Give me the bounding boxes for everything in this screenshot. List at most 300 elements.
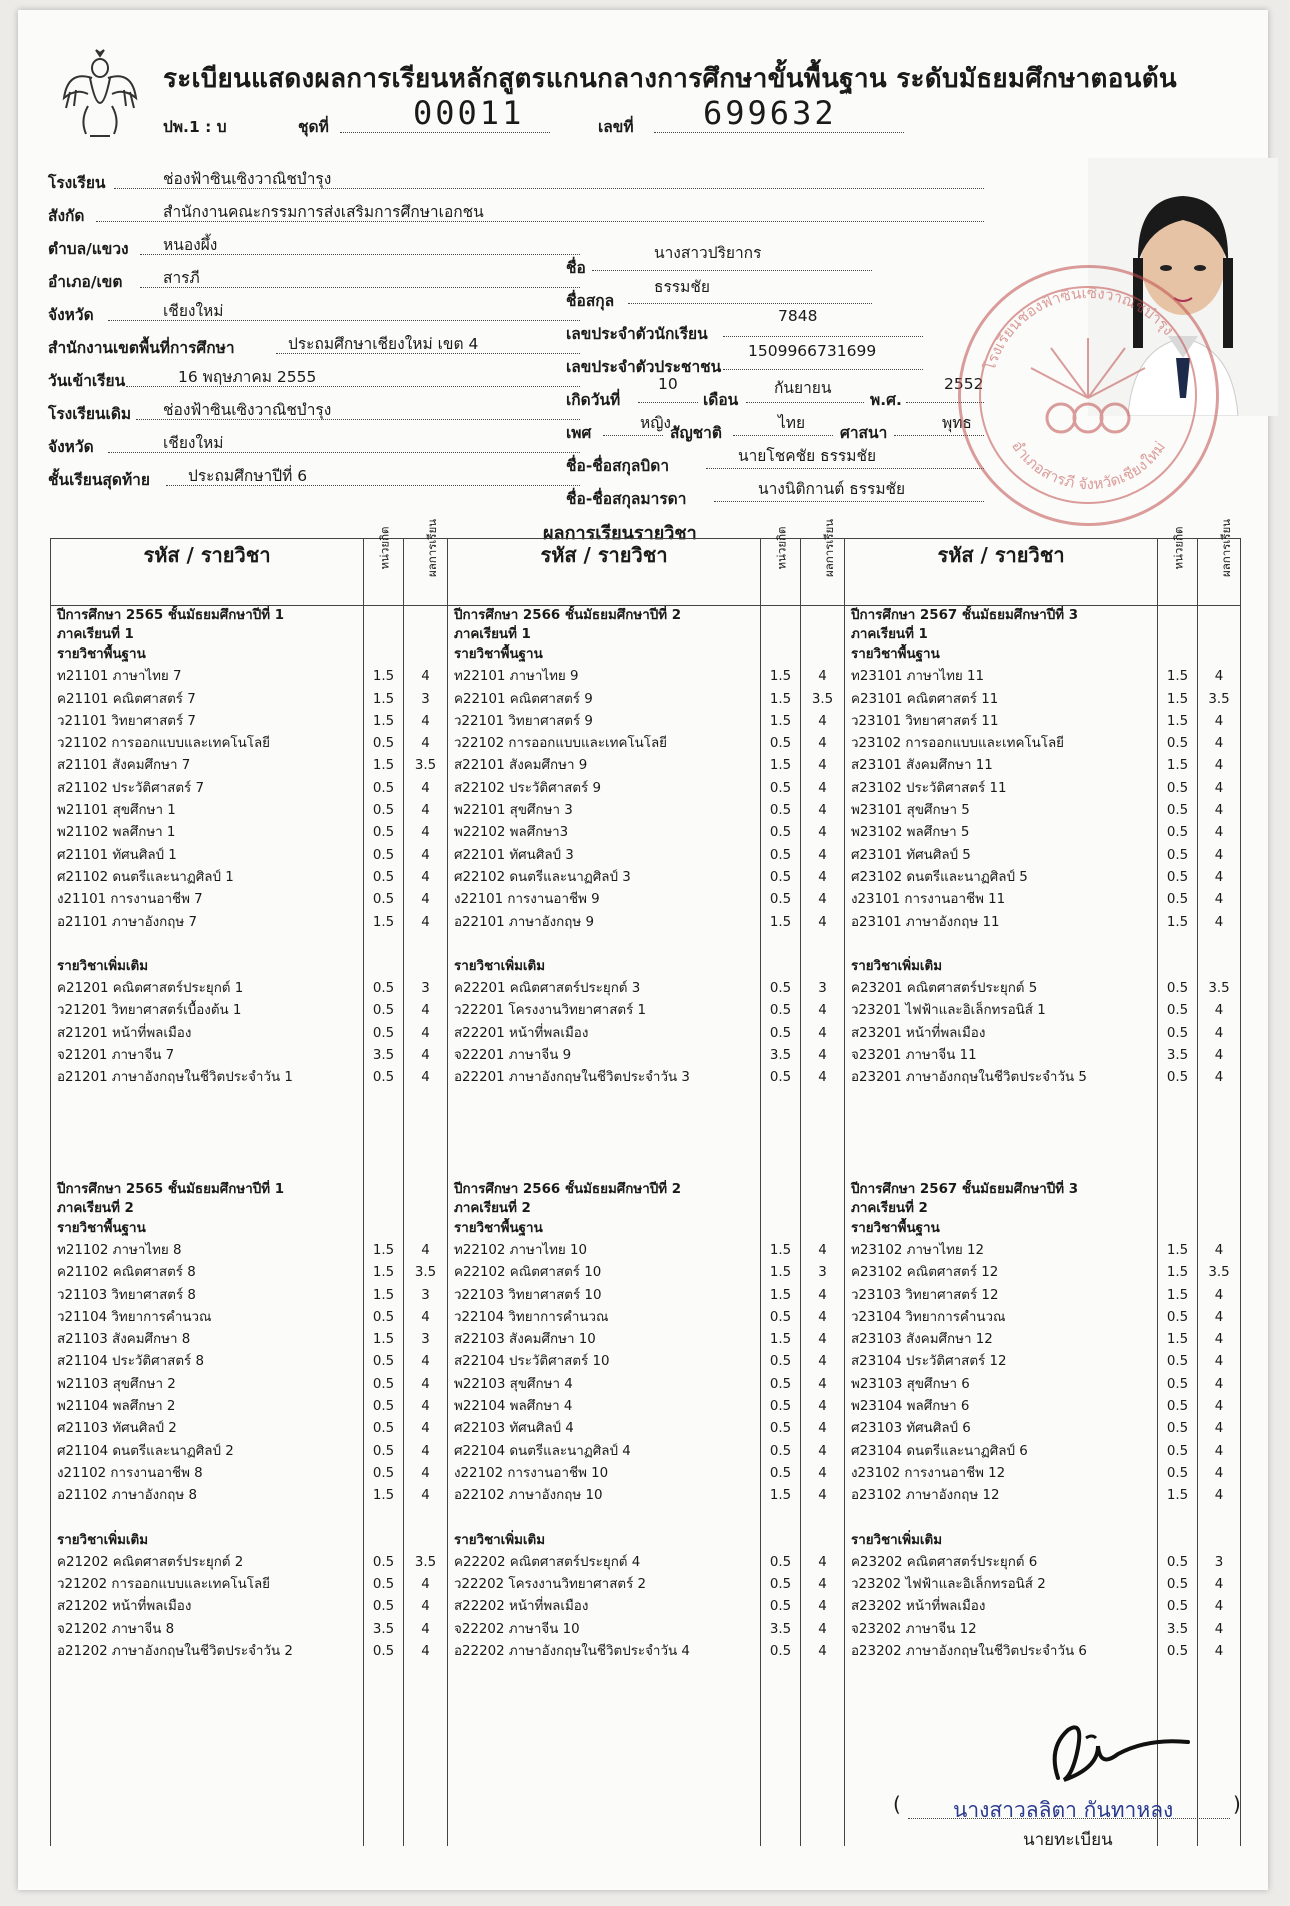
subject-grade: 4 bbox=[421, 892, 430, 908]
subject-credit: 1.5 bbox=[372, 669, 395, 685]
gender-value: หญิง bbox=[640, 414, 671, 432]
year-column-grades bbox=[801, 606, 845, 1846]
spacer bbox=[448, 1090, 760, 1180]
prev-school-value: ช่องฟ้าซินเซิงวาณิชบำรุง bbox=[163, 401, 332, 419]
subject-grade: 4 bbox=[1214, 713, 1224, 729]
spacer bbox=[801, 1530, 844, 1552]
spacer bbox=[364, 934, 403, 956]
subject-credit: 1.5 bbox=[1166, 914, 1189, 930]
extra-subjects-label: รายวิชาเพิ่มเติม bbox=[454, 958, 546, 974]
subject-name: ค23201 คณิตศาสตร์ประยุกต์ 5 bbox=[851, 981, 1038, 997]
subject-name: จ22202 ภาษาจีน 10 bbox=[454, 1621, 580, 1637]
citizen-id-label: เลขประจำตัวประชาชน bbox=[566, 358, 722, 376]
subject-name: ว21103 วิทยาศาสตร์ 8 bbox=[57, 1287, 196, 1303]
spacer bbox=[1198, 956, 1240, 978]
subject-grade: 4 bbox=[421, 1376, 430, 1392]
subject-name: ส23104 ประวัติศาสตร์ 12 bbox=[851, 1354, 1007, 1370]
col-grade-header: ผลการเรียน bbox=[1198, 539, 1241, 606]
birth-month-label: เดือน bbox=[703, 391, 739, 409]
subject-name: ศ22101 ทัศนศิลป์ 3 bbox=[454, 847, 574, 863]
spacer bbox=[404, 1090, 447, 1180]
name-value: นางสาวปริยากร bbox=[654, 244, 762, 262]
subject-grade: 4 bbox=[421, 1599, 430, 1615]
subject-name: พ22101 สุขศึกษา 3 bbox=[454, 803, 573, 819]
subject-credit: 0.5 bbox=[372, 1309, 395, 1325]
subject-credit: 0.5 bbox=[769, 803, 792, 819]
surname-label: ชื่อสกุล bbox=[566, 292, 615, 310]
year-column-grades bbox=[1198, 606, 1241, 1846]
spacer bbox=[364, 625, 403, 644]
subject-grade: 4 bbox=[1214, 1643, 1224, 1659]
spacer bbox=[1198, 1508, 1240, 1530]
year-column-credits bbox=[364, 606, 404, 1846]
student-id-value: 7848 bbox=[778, 307, 818, 325]
subject-grade: 4 bbox=[818, 1287, 827, 1303]
spacer bbox=[801, 1180, 844, 1199]
spacer bbox=[1158, 1218, 1197, 1240]
subject-credit: 0.5 bbox=[1166, 803, 1189, 819]
subject-credit: 0.5 bbox=[372, 1599, 395, 1615]
subject-grade: 3 bbox=[818, 981, 827, 997]
spacer bbox=[761, 1180, 800, 1199]
form-label: ปพ.1 : บ bbox=[163, 118, 227, 136]
term-heading: ภาคเรียนที่ 1 bbox=[851, 627, 928, 642]
subject-name: ส21102 ประวัติศาสตร์ 7 bbox=[57, 780, 204, 796]
subject-name: ส23103 สังคมศึกษา 12 bbox=[851, 1332, 993, 1348]
subject-credit: 0.5 bbox=[372, 1376, 395, 1392]
birth-year-label: พ.ศ. bbox=[870, 391, 902, 409]
subject-credit: 0.5 bbox=[372, 780, 395, 796]
basic-subjects-label: รายวิชาพื้นฐาน bbox=[851, 647, 940, 662]
spacer bbox=[801, 1090, 844, 1180]
subject-name: ว21104 วิทยาการคำนวณ bbox=[57, 1309, 212, 1325]
subject-name: ค22201 คณิตศาสตร์ประยุกต์ 3 bbox=[454, 981, 641, 997]
subject-credit: 0.5 bbox=[372, 1443, 395, 1459]
subject-grade: 4 bbox=[818, 914, 827, 930]
spacer bbox=[404, 1180, 447, 1199]
subject-credit: 0.5 bbox=[372, 847, 395, 863]
subject-name: พ22102 พลศึกษา3 bbox=[454, 825, 569, 841]
last-grade-label: ชั้นเรียนสุดท้าย bbox=[48, 471, 150, 489]
surname-value: ธรรมชัย bbox=[654, 278, 710, 296]
results-heading: ผลการเรียนรายวิชา bbox=[543, 523, 697, 544]
spacer bbox=[1198, 1218, 1240, 1240]
subject-credit: 0.5 bbox=[1166, 1070, 1189, 1086]
subject-grade: 4 bbox=[421, 1399, 430, 1415]
spacer bbox=[51, 1508, 363, 1530]
spacer bbox=[404, 1199, 447, 1218]
spacer bbox=[845, 934, 1157, 956]
subject-grade: 4 bbox=[818, 1577, 827, 1593]
spacer bbox=[761, 606, 800, 625]
religion-value: พุทธ bbox=[942, 414, 972, 432]
subject-grade: 4 bbox=[818, 1332, 827, 1348]
subject-name: ง21102 การงานอาชีพ 8 bbox=[57, 1465, 203, 1481]
spacer bbox=[1158, 956, 1197, 978]
subject-credit: 0.5 bbox=[372, 1421, 395, 1437]
subject-grade: 4 bbox=[421, 1003, 430, 1019]
subject-name: ค23202 คณิตศาสตร์ประยุกต์ 6 bbox=[851, 1554, 1038, 1570]
subject-grade: 4 bbox=[818, 1376, 827, 1392]
spacer bbox=[1198, 606, 1240, 625]
subject-credit: 1.5 bbox=[769, 669, 792, 685]
basic-subjects-label: รายวิชาพื้นฐาน bbox=[57, 647, 146, 662]
subject-grade: 3.5 bbox=[414, 1554, 437, 1570]
subject-name: ส23202 หน้าที่พลเมือง bbox=[851, 1599, 986, 1615]
subject-credit: 1.5 bbox=[1166, 1332, 1189, 1348]
subject-name: ค21201 คณิตศาสตร์ประยุกต์ 1 bbox=[57, 981, 244, 997]
subject-credit: 0.5 bbox=[769, 1599, 792, 1615]
birth-month-value: กันยายน bbox=[774, 379, 832, 397]
subject-credit: 1.5 bbox=[769, 713, 792, 729]
subject-name: ส23201 หน้าที่พลเมือง bbox=[851, 1025, 986, 1041]
spacer bbox=[404, 934, 447, 956]
subject-grade: 4 bbox=[421, 803, 430, 819]
spacer bbox=[761, 956, 800, 978]
subject-credit: 0.5 bbox=[1166, 1443, 1189, 1459]
subject-credit: 0.5 bbox=[1166, 1554, 1189, 1570]
subject-grade: 4 bbox=[421, 869, 430, 885]
subject-grade: 4 bbox=[818, 780, 827, 796]
subject-credit: 3.5 bbox=[1166, 1621, 1189, 1637]
mother-label: ชื่อ-ชื่อสกุลมารดา bbox=[566, 490, 687, 508]
subject-credit: 1.5 bbox=[372, 713, 395, 729]
affiliation-label: สังกัด bbox=[48, 207, 85, 225]
spacer bbox=[801, 956, 844, 978]
subject-grade: 4 bbox=[1214, 825, 1224, 841]
spacer bbox=[761, 1090, 800, 1180]
term-year-heading: ปีการศึกษา 2566 ชั้นมัธยมศึกษาปีที่ 2 bbox=[454, 1181, 682, 1197]
school-label: โรงเรียน bbox=[48, 174, 106, 192]
subject-grade: 4 bbox=[1214, 1048, 1224, 1064]
subject-grade: 4 bbox=[818, 758, 827, 774]
subject-grade: 4 bbox=[1214, 1599, 1224, 1615]
subject-grade: 4 bbox=[1214, 1242, 1224, 1258]
subject-credit: 0.5 bbox=[769, 1465, 792, 1481]
term-heading: ภาคเรียนที่ 1 bbox=[454, 627, 531, 642]
extra-subjects-label: รายวิชาเพิ่มเติม bbox=[851, 958, 943, 974]
spacer bbox=[761, 625, 800, 644]
document-title: ระเบียนแสดงผลการเรียนหลักสูตรแกนกลางการศึกษาขั้นพื้นฐาน ระดับมัธยมศึกษาตอนต้น bbox=[163, 64, 1177, 94]
signature-open-paren: ( bbox=[893, 1792, 901, 1816]
gender-label: เพศ bbox=[566, 424, 592, 442]
spacer bbox=[364, 1199, 403, 1218]
spacer bbox=[404, 606, 447, 625]
subject-grade: 4 bbox=[818, 1599, 827, 1615]
subject-credit: 1.5 bbox=[372, 1488, 395, 1504]
subject-grade: 4 bbox=[818, 803, 827, 819]
col-credit-header: หน่วยกิต bbox=[364, 539, 404, 606]
subject-credit: 0.5 bbox=[372, 1003, 395, 1019]
spacer bbox=[51, 934, 363, 956]
subject-grade: 4 bbox=[1214, 803, 1224, 819]
subject-grade: 4 bbox=[1214, 1465, 1224, 1481]
subject-credit: 0.5 bbox=[1166, 1577, 1189, 1593]
subject-credit: 1.5 bbox=[769, 1265, 792, 1281]
prev-province-label: จังหวัด bbox=[48, 438, 94, 456]
number-label: เลขที่ bbox=[598, 118, 634, 136]
spacer bbox=[364, 1180, 403, 1199]
subject-credit: 0.5 bbox=[372, 803, 395, 819]
basic-subjects-label: รายวิชาพื้นฐาน bbox=[454, 647, 543, 662]
subject-grade: 4 bbox=[818, 1354, 827, 1370]
subject-credit: 1.5 bbox=[1166, 691, 1189, 707]
subject-grade: 4 bbox=[1214, 869, 1224, 885]
spacer bbox=[845, 1090, 1157, 1180]
subject-name: ว22102 การออกแบบและเทคโนโลยี bbox=[454, 736, 667, 752]
subject-name: ส23102 ประวัติศาสตร์ 11 bbox=[851, 780, 1007, 796]
subject-grade: 4 bbox=[1214, 1332, 1224, 1348]
prev-school-label: โรงเรียนเดิม bbox=[48, 405, 132, 423]
subject-grade: 3.5 bbox=[414, 1265, 437, 1281]
subject-credit: 0.5 bbox=[769, 1643, 792, 1659]
subject-grade: 4 bbox=[1214, 1621, 1224, 1637]
spacer bbox=[1198, 1199, 1240, 1218]
spacer bbox=[364, 1090, 403, 1180]
subject-credit: 0.5 bbox=[769, 981, 792, 997]
term-year-heading: ปีการศึกษา 2566 ชั้นมัธยมศึกษาปีที่ 2 bbox=[454, 608, 682, 623]
subject-credit: 0.5 bbox=[769, 869, 792, 885]
spacer bbox=[761, 1199, 800, 1218]
spacer bbox=[761, 934, 800, 956]
subject-credit: 0.5 bbox=[769, 847, 792, 863]
area-label: สำนักงานเขตพื้นที่การศึกษา bbox=[48, 339, 235, 357]
subject-grade: 4 bbox=[421, 713, 430, 729]
subject-name: ว22101 วิทยาศาสตร์ 9 bbox=[454, 713, 593, 729]
subject-grade: 4 bbox=[818, 669, 827, 685]
subject-grade: 4 bbox=[421, 1488, 430, 1504]
subject-credit: 0.5 bbox=[1166, 736, 1189, 752]
spacer bbox=[801, 1508, 844, 1530]
subject-credit: 0.5 bbox=[769, 1421, 792, 1437]
col-grade-header: ผลการเรียน bbox=[404, 539, 448, 606]
subject-name: ส21101 สังคมศึกษา 7 bbox=[57, 758, 191, 774]
subject-credit: 0.5 bbox=[1166, 1025, 1189, 1041]
basic-subjects-label: รายวิชาพื้นฐาน bbox=[454, 1220, 543, 1236]
spacer bbox=[364, 1530, 403, 1552]
basic-subjects-label: รายวิชาพื้นฐาน bbox=[57, 1220, 146, 1236]
subject-name: อ23201 ภาษาอังกฤษในชีวิตประจำวัน 5 bbox=[851, 1070, 1087, 1086]
subject-name: ส21202 หน้าที่พลเมือง bbox=[57, 1599, 192, 1615]
term-heading: ภาคเรียนที่ 2 bbox=[454, 1200, 531, 1216]
subject-name: ง22101 การงานอาชีพ 9 bbox=[454, 892, 600, 908]
subject-name: พ23103 สุขศึกษา 6 bbox=[851, 1376, 970, 1392]
subject-name: ค23102 คณิตศาสตร์ 12 bbox=[851, 1265, 999, 1281]
spacer bbox=[404, 1530, 447, 1552]
spacer bbox=[801, 606, 844, 625]
subject-grade: 4 bbox=[1214, 758, 1224, 774]
subject-grade: 4 bbox=[1214, 1025, 1224, 1041]
spacer bbox=[1198, 1530, 1240, 1552]
subject-name: ว22103 วิทยาศาสตร์ 10 bbox=[454, 1287, 602, 1303]
term-year-heading: ปีการศึกษา 2565 ชั้นมัธยมศึกษาปีที่ 1 bbox=[57, 608, 285, 623]
subject-name: ว21101 วิทยาศาสตร์ 7 bbox=[57, 713, 196, 729]
subject-name: ว23103 วิทยาศาสตร์ 12 bbox=[851, 1287, 999, 1303]
subject-grade: 3 bbox=[421, 1287, 430, 1303]
subject-name: พ21101 สุขศึกษา 1 bbox=[57, 803, 176, 819]
subject-credit: 1.5 bbox=[1166, 669, 1189, 685]
spacer bbox=[1158, 1180, 1197, 1199]
year-column-credits bbox=[761, 606, 801, 1846]
subject-name: จ22201 ภาษาจีน 9 bbox=[454, 1048, 572, 1064]
subject-grade: 4 bbox=[1214, 914, 1224, 930]
col-code-header: รหัส / รายวิชา bbox=[845, 539, 1158, 606]
subject-name: ศ22103 ทัศนศิลป์ 4 bbox=[454, 1421, 574, 1437]
subject-grade: 4 bbox=[421, 1354, 430, 1370]
subject-name: พ22103 สุขศึกษา 4 bbox=[454, 1376, 573, 1392]
subject-name: อ22201 ภาษาอังกฤษในชีวิตประจำวัน 3 bbox=[454, 1070, 690, 1086]
subject-name: ศ22102 ดนตรีและนาฏศิลป์ 3 bbox=[454, 869, 631, 885]
subject-credit: 1.5 bbox=[1166, 1242, 1189, 1258]
extra-subjects-label: รายวิชาเพิ่มเติม bbox=[57, 1532, 149, 1548]
subject-credit: 0.5 bbox=[1166, 869, 1189, 885]
subject-grade: 4 bbox=[1214, 1399, 1224, 1415]
subject-credit: 0.5 bbox=[769, 1376, 792, 1392]
subject-name: ส21104 ประวัติศาสตร์ 8 bbox=[57, 1354, 204, 1370]
spacer bbox=[448, 934, 760, 956]
subject-grade: 4 bbox=[818, 736, 827, 752]
subject-credit: 3.5 bbox=[372, 1621, 395, 1637]
subject-grade: 4 bbox=[818, 1421, 827, 1437]
subject-name: ว21201 วิทยาศาสตร์เบื้องต้น 1 bbox=[57, 1003, 242, 1019]
subject-credit: 1.5 bbox=[769, 691, 792, 707]
subject-credit: 0.5 bbox=[372, 1465, 395, 1481]
province-label: จังหวัด bbox=[48, 306, 94, 324]
school-value: ช่องฟ้าซินเซิงวาณิชบำรุง bbox=[163, 170, 332, 188]
subject-grade: 4 bbox=[1214, 780, 1224, 796]
subject-name: ศ23103 ทัศนศิลป์ 6 bbox=[851, 1421, 971, 1437]
subject-grade: 4 bbox=[421, 1048, 430, 1064]
subject-name: อ21202 ภาษาอังกฤษในชีวิตประจำวัน 2 bbox=[57, 1643, 293, 1659]
subject-credit: 1.5 bbox=[1166, 713, 1189, 729]
subject-name: จ21202 ภาษาจีน 8 bbox=[57, 1621, 175, 1637]
subject-name: ส21103 สังคมศึกษา 8 bbox=[57, 1332, 191, 1348]
subject-credit: 0.5 bbox=[372, 825, 395, 841]
subject-credit: 0.5 bbox=[769, 780, 792, 796]
set-label: ชุดที่ bbox=[298, 118, 329, 136]
subject-name: ง23101 การงานอาชีพ 11 bbox=[851, 892, 1006, 908]
subject-credit: 1.5 bbox=[372, 1242, 395, 1258]
subject-credit: 0.5 bbox=[1166, 1309, 1189, 1325]
subject-name: ท22102 ภาษาไทย 10 bbox=[454, 1242, 588, 1258]
subject-grade: 3 bbox=[818, 1265, 827, 1281]
subject-credit: 0.5 bbox=[1166, 780, 1189, 796]
subject-name: พ23102 พลศึกษา 5 bbox=[851, 825, 970, 841]
subject-grade: 4 bbox=[421, 1643, 430, 1659]
affiliation-value: สำนักงานคณะกรรมการส่งเสริมการศึกษาเอกชน bbox=[163, 203, 484, 221]
subject-credit: 0.5 bbox=[1166, 1354, 1189, 1370]
subject-name: ว21202 การออกแบบและเทคโนโลยี bbox=[57, 1577, 270, 1593]
transcript-sheet bbox=[18, 10, 1268, 1890]
subject-grade: 4 bbox=[818, 1465, 827, 1481]
subject-grade: 3 bbox=[1214, 1554, 1224, 1570]
spacer bbox=[404, 956, 447, 978]
birth-day-value: 10 bbox=[658, 375, 678, 393]
subject-name: ศ21102 ดนตรีและนาฏศิลป์ 1 bbox=[57, 869, 234, 885]
subject-credit: 0.5 bbox=[372, 981, 395, 997]
subject-name: อ23102 ภาษาอังกฤษ 12 bbox=[851, 1488, 1000, 1504]
subject-name: ศ21104 ดนตรีและนาฏศิลป์ 2 bbox=[57, 1443, 234, 1459]
subject-credit: 1.5 bbox=[1166, 758, 1189, 774]
subject-credit: 1.5 bbox=[769, 758, 792, 774]
subject-grade: 4 bbox=[818, 713, 827, 729]
subject-credit: 0.5 bbox=[769, 1309, 792, 1325]
subject-grade: 4 bbox=[421, 1421, 430, 1437]
subdistrict-value: หนองผึ้ง bbox=[163, 236, 218, 254]
subject-credit: 1.5 bbox=[769, 1488, 792, 1504]
subject-credit: 0.5 bbox=[769, 1399, 792, 1415]
subject-grade: 4 bbox=[818, 1025, 827, 1041]
subject-credit: 0.5 bbox=[769, 1443, 792, 1459]
district-label: อำเภอ/เขต bbox=[48, 273, 123, 291]
subject-grade: 4 bbox=[818, 1554, 827, 1570]
subject-grade: 4 bbox=[1214, 1376, 1224, 1392]
subject-credit: 0.5 bbox=[769, 1003, 792, 1019]
subject-credit: 0.5 bbox=[372, 1025, 395, 1041]
subject-name: ว23104 วิทยาการคำนวณ bbox=[851, 1309, 1006, 1325]
spacer bbox=[1158, 1199, 1197, 1218]
subject-credit: 0.5 bbox=[1166, 892, 1189, 908]
spacer bbox=[801, 625, 844, 644]
subject-name: อ21102 ภาษาอังกฤษ 8 bbox=[57, 1488, 197, 1504]
subject-grade: 4 bbox=[421, 1621, 430, 1637]
subject-credit: 0.5 bbox=[372, 1399, 395, 1415]
spacer bbox=[1158, 1090, 1197, 1180]
subject-credit: 0.5 bbox=[769, 1025, 792, 1041]
svg-text:โรงเรียนช่องฟ้าซินเซิงวาณิชบำร: โรงเรียนช่องฟ้าซินเซิงวาณิชบำรุง bbox=[980, 283, 1178, 373]
spacer bbox=[1158, 934, 1197, 956]
garuda-emblem-icon bbox=[60, 48, 140, 140]
subject-credit: 1.5 bbox=[1166, 1265, 1189, 1281]
subject-name: อ23202 ภาษาอังกฤษในชีวิตประจำวัน 6 bbox=[851, 1643, 1087, 1659]
spacer bbox=[1158, 625, 1197, 644]
subject-grade: 4 bbox=[1214, 1488, 1224, 1504]
term-heading: ภาคเรียนที่ 2 bbox=[851, 1200, 928, 1216]
spacer bbox=[1198, 1090, 1240, 1180]
spacer bbox=[1158, 644, 1197, 666]
nationality-value: ไทย bbox=[778, 414, 806, 432]
subject-credit: 1.5 bbox=[372, 1332, 395, 1348]
spacer bbox=[404, 625, 447, 644]
spacer bbox=[1158, 1530, 1197, 1552]
subject-name: พ21104 พลศึกษา 2 bbox=[57, 1399, 176, 1415]
birth-year-value: 2552 bbox=[944, 375, 984, 393]
subject-credit: 0.5 bbox=[1166, 1421, 1189, 1437]
subject-credit: 1.5 bbox=[1166, 1488, 1189, 1504]
subject-name: ศ23102 ดนตรีและนาฏศิลป์ 5 bbox=[851, 869, 1028, 885]
subject-name: ศ21103 ทัศนศิลป์ 2 bbox=[57, 1421, 177, 1437]
subject-name: พ21103 สุขศึกษา 2 bbox=[57, 1376, 176, 1392]
subject-grade: 4 bbox=[421, 736, 430, 752]
subject-name: พ22104 พลศึกษา 4 bbox=[454, 1399, 573, 1415]
subject-name: ค21102 คณิตศาสตร์ 8 bbox=[57, 1265, 196, 1281]
spacer bbox=[1198, 644, 1240, 666]
subject-name: ค22202 คณิตศาสตร์ประยุกต์ 4 bbox=[454, 1554, 641, 1570]
subject-credit: 0.5 bbox=[769, 736, 792, 752]
subject-grade: 4 bbox=[1214, 1354, 1224, 1370]
subject-credit: 0.5 bbox=[1166, 1003, 1189, 1019]
subject-grade: 4 bbox=[818, 1621, 827, 1637]
subject-grade: 4 bbox=[421, 1309, 430, 1325]
subject-credit: 0.5 bbox=[1166, 1599, 1189, 1615]
subject-name: ว23102 การออกแบบและเทคโนโลยี bbox=[851, 736, 1064, 752]
subject-name: อ21101 ภาษาอังกฤษ 7 bbox=[57, 914, 197, 930]
mother-value: นางนิติกานต์ ธรรมชัย bbox=[758, 480, 906, 498]
subject-grade: 3.5 bbox=[1208, 1265, 1230, 1281]
subject-grade: 4 bbox=[421, 1025, 430, 1041]
subject-grade: 4 bbox=[818, 1399, 827, 1415]
subject-name: ว23202 ไฟฟ้าและอิเล็กทรอนิส์ 2 bbox=[851, 1577, 1046, 1593]
